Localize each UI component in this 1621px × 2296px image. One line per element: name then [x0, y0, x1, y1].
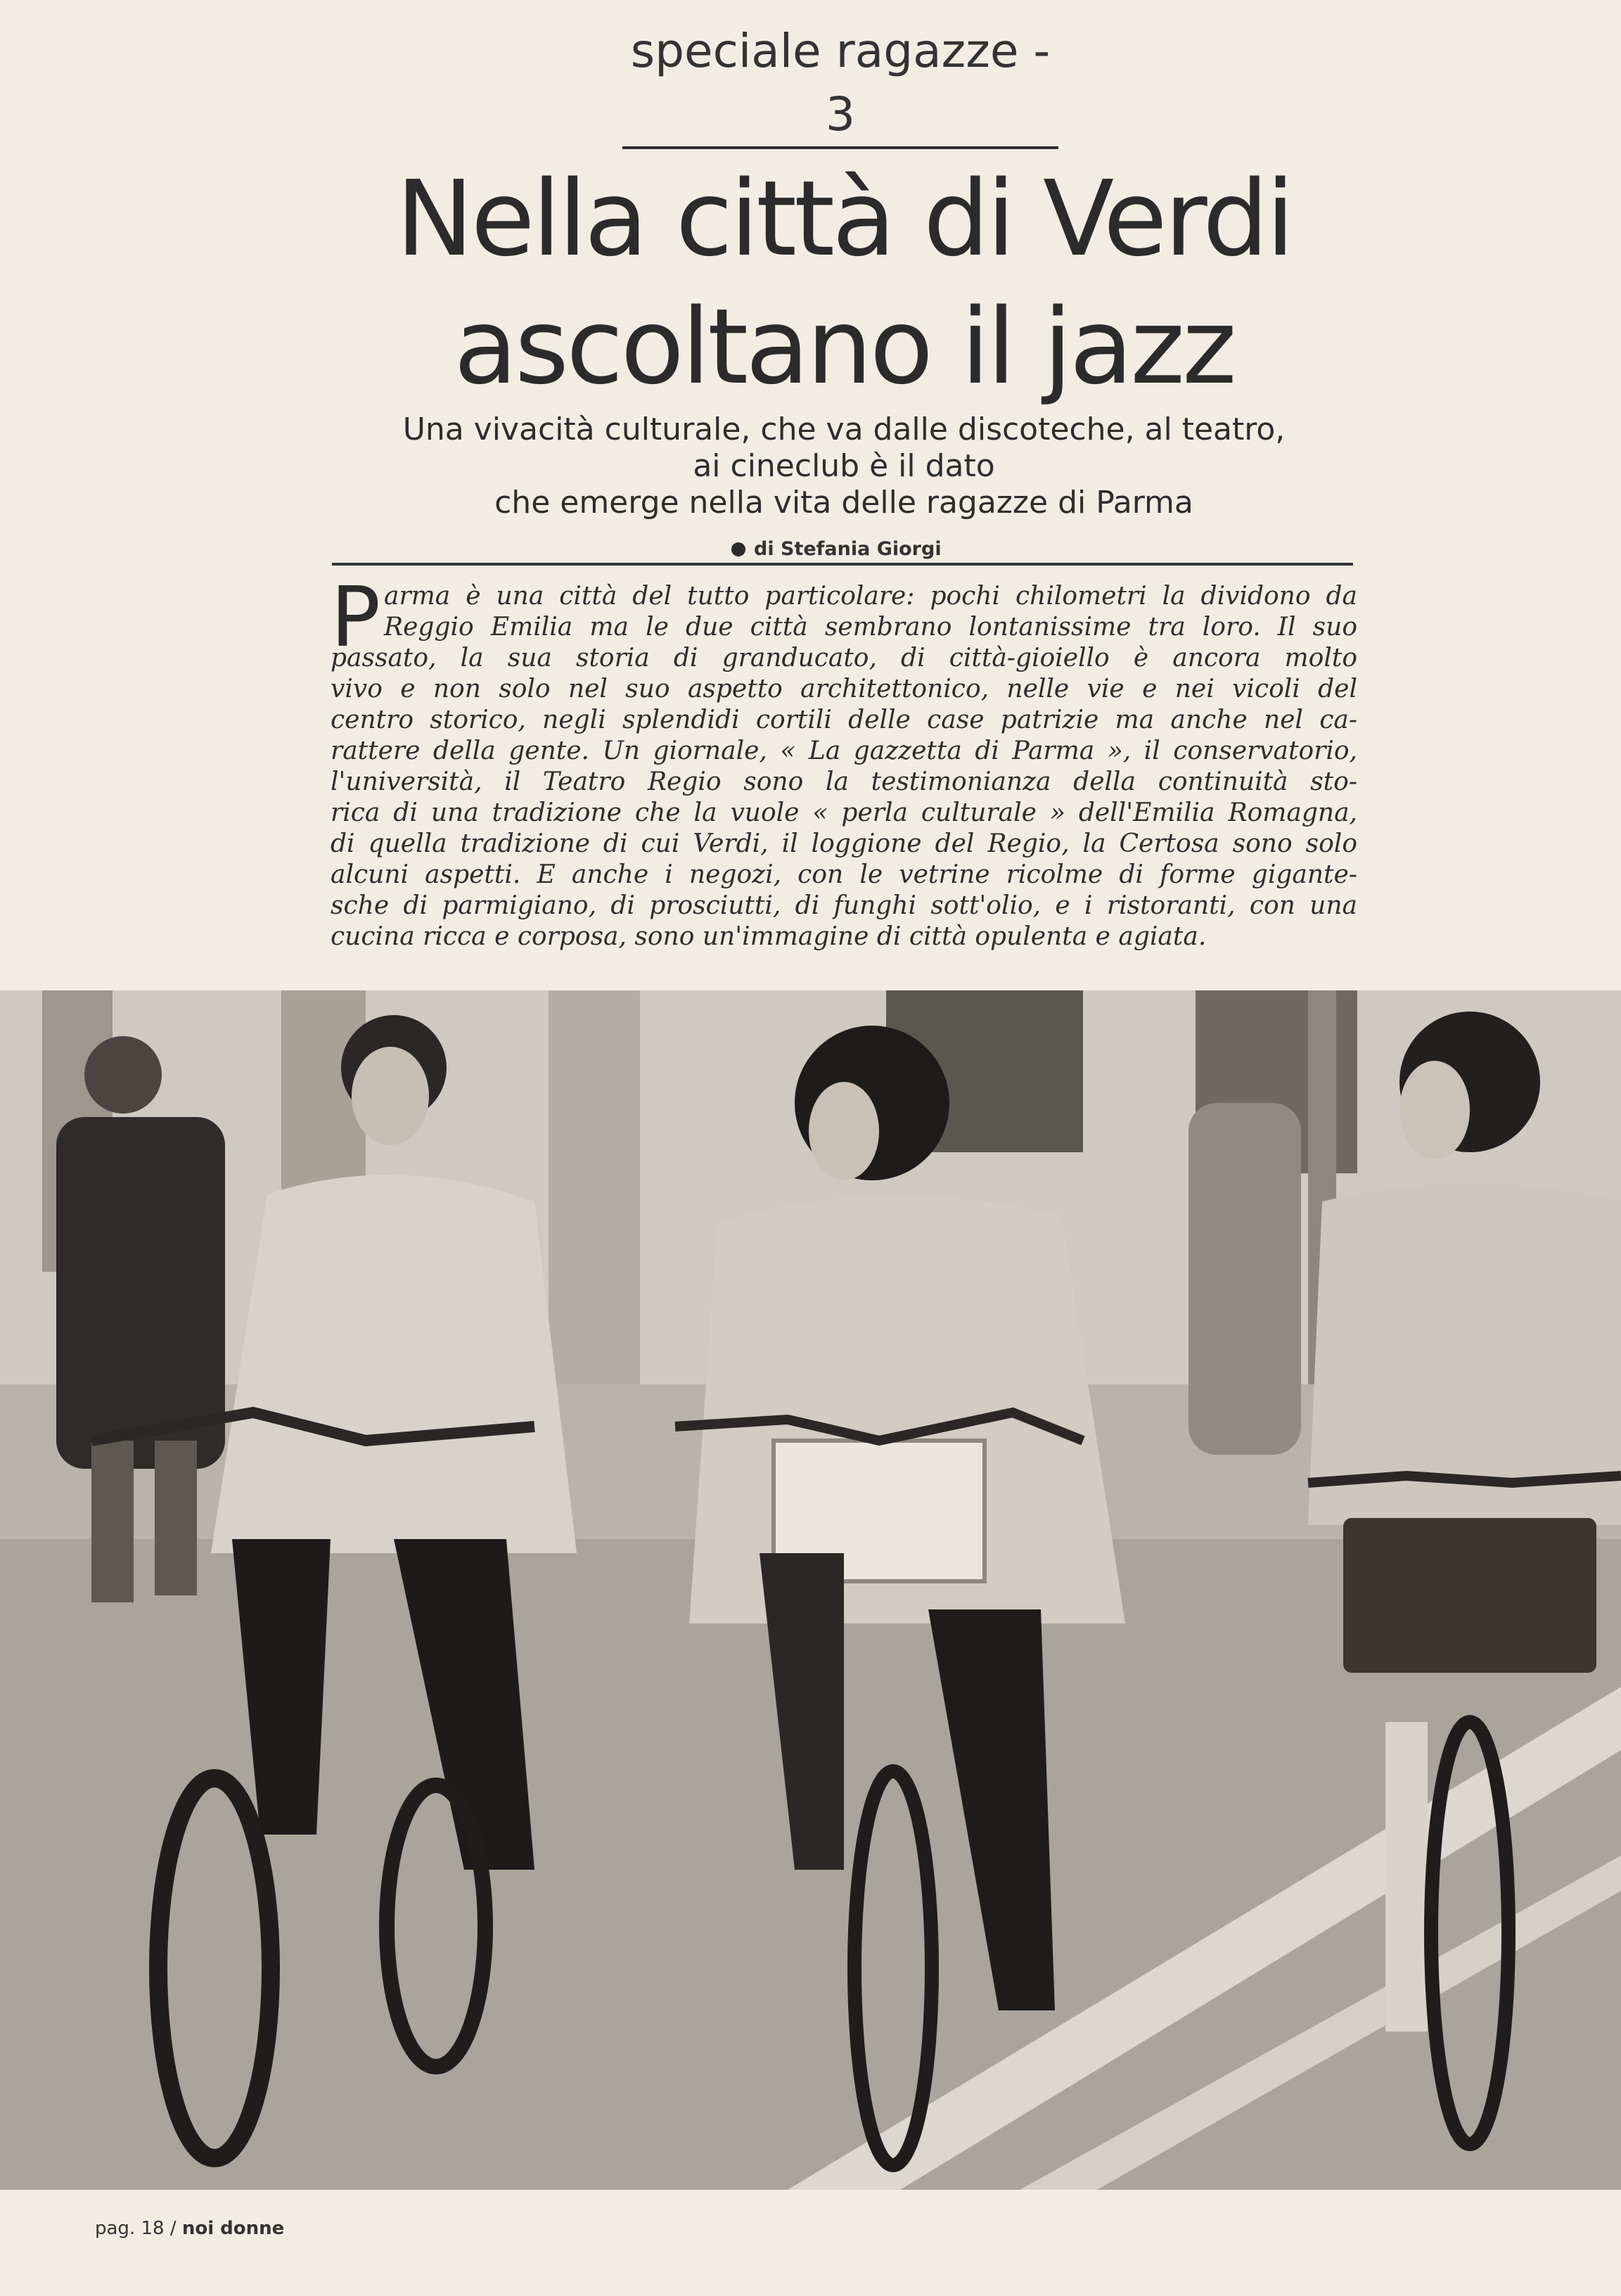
body-line: l'università, il Teatro Regio sono la testimonianza della continuità sto- — [331, 767, 1357, 796]
photo-pedestrian-leg — [91, 1441, 134, 1602]
body-line: alcuni aspetti. E anche i negozi, con le vetrine ricolme di forme gigante- — [331, 860, 1357, 889]
byline — [731, 536, 942, 563]
subhead-line-1: Una vivacità culturale, che va dalle discoteche, al teatro, — [402, 412, 1286, 447]
photo-girl-boot — [1385, 1722, 1428, 2032]
body-line: rica di una tradizione che la vuole « perla culturale » dell'Emilia Romagna, — [331, 798, 1357, 827]
article-body — [331, 581, 1357, 952]
headline-line-2: ascoltano il jazz — [454, 286, 1234, 407]
photo-girl-sweater — [1308, 1184, 1621, 1525]
photo-girls-on-bicycles — [0, 990, 1621, 2190]
section-label: speciale ragazze - 3 — [622, 20, 1058, 149]
drop-cap: P — [331, 568, 381, 665]
photo-girl-face — [809, 1082, 879, 1180]
photo-pedestrian-leg — [155, 1441, 197, 1595]
photo-pedestrian-head — [84, 1036, 162, 1114]
subheadline — [267, 412, 1421, 521]
body-line: Reggio Emilia ma le due città sembrano lontanissime tra loro. Il suo — [384, 613, 1357, 642]
photo-girl-face — [352, 1047, 429, 1145]
body-line: arma è una città del tutto particolare: pochi chilometri la dividono da — [384, 582, 1357, 611]
body-line: vivo e non solo nel suo aspetto architettonico, nelle vie e nei vicoli del — [331, 675, 1357, 703]
headline — [211, 155, 1477, 411]
page-footer — [95, 2214, 284, 2243]
byline-author: di Stefania Giorgi — [754, 538, 942, 560]
byline-divider — [332, 563, 1353, 566]
photo-girl-face — [1399, 1061, 1470, 1159]
body-line: centro storico, negli splendidi cortili delle case patrizie ma anche nel ca- — [331, 706, 1357, 734]
body-line: rattere della gente. Un giornale, « La gazzetta di Parma », il conservatorio, — [331, 736, 1357, 765]
body-line: passato, la sua storia di granducato, di città-gioiello è ancora molto — [331, 644, 1357, 672]
headline-line-1: Nella città di Verdi — [395, 158, 1293, 279]
article-photo — [0, 990, 1621, 2190]
body-line: sche di parmigiano, di prosciutti, di funghi sott'olio, e i ristoranti, con una — [331, 891, 1357, 920]
subhead-line-3: che emerge nella vita delle ragazze di Parma — [494, 485, 1193, 521]
photo-girl-sweater — [211, 1175, 577, 1553]
photo-bike-basket — [1343, 1518, 1596, 1673]
body-line: di quella tradizione di cui Verdi, il loggione del Regio, la Certosa sono solo — [331, 829, 1357, 858]
subhead-line-2: ai cineclub è il dato — [693, 448, 995, 484]
photo-pedestrian — [56, 1117, 225, 1469]
photo-column — [549, 990, 640, 1384]
bullet-icon — [731, 542, 745, 556]
photo-pedestrian — [1188, 1103, 1301, 1455]
photo-handlebar — [1308, 1476, 1621, 1483]
body-line: cucina ricca e corposa, sono un'immagine di città opulenta e agiata. — [331, 922, 1207, 951]
magazine-name: noi donne — [181, 2218, 285, 2239]
page-number: pag. 18 / — [95, 2218, 177, 2239]
